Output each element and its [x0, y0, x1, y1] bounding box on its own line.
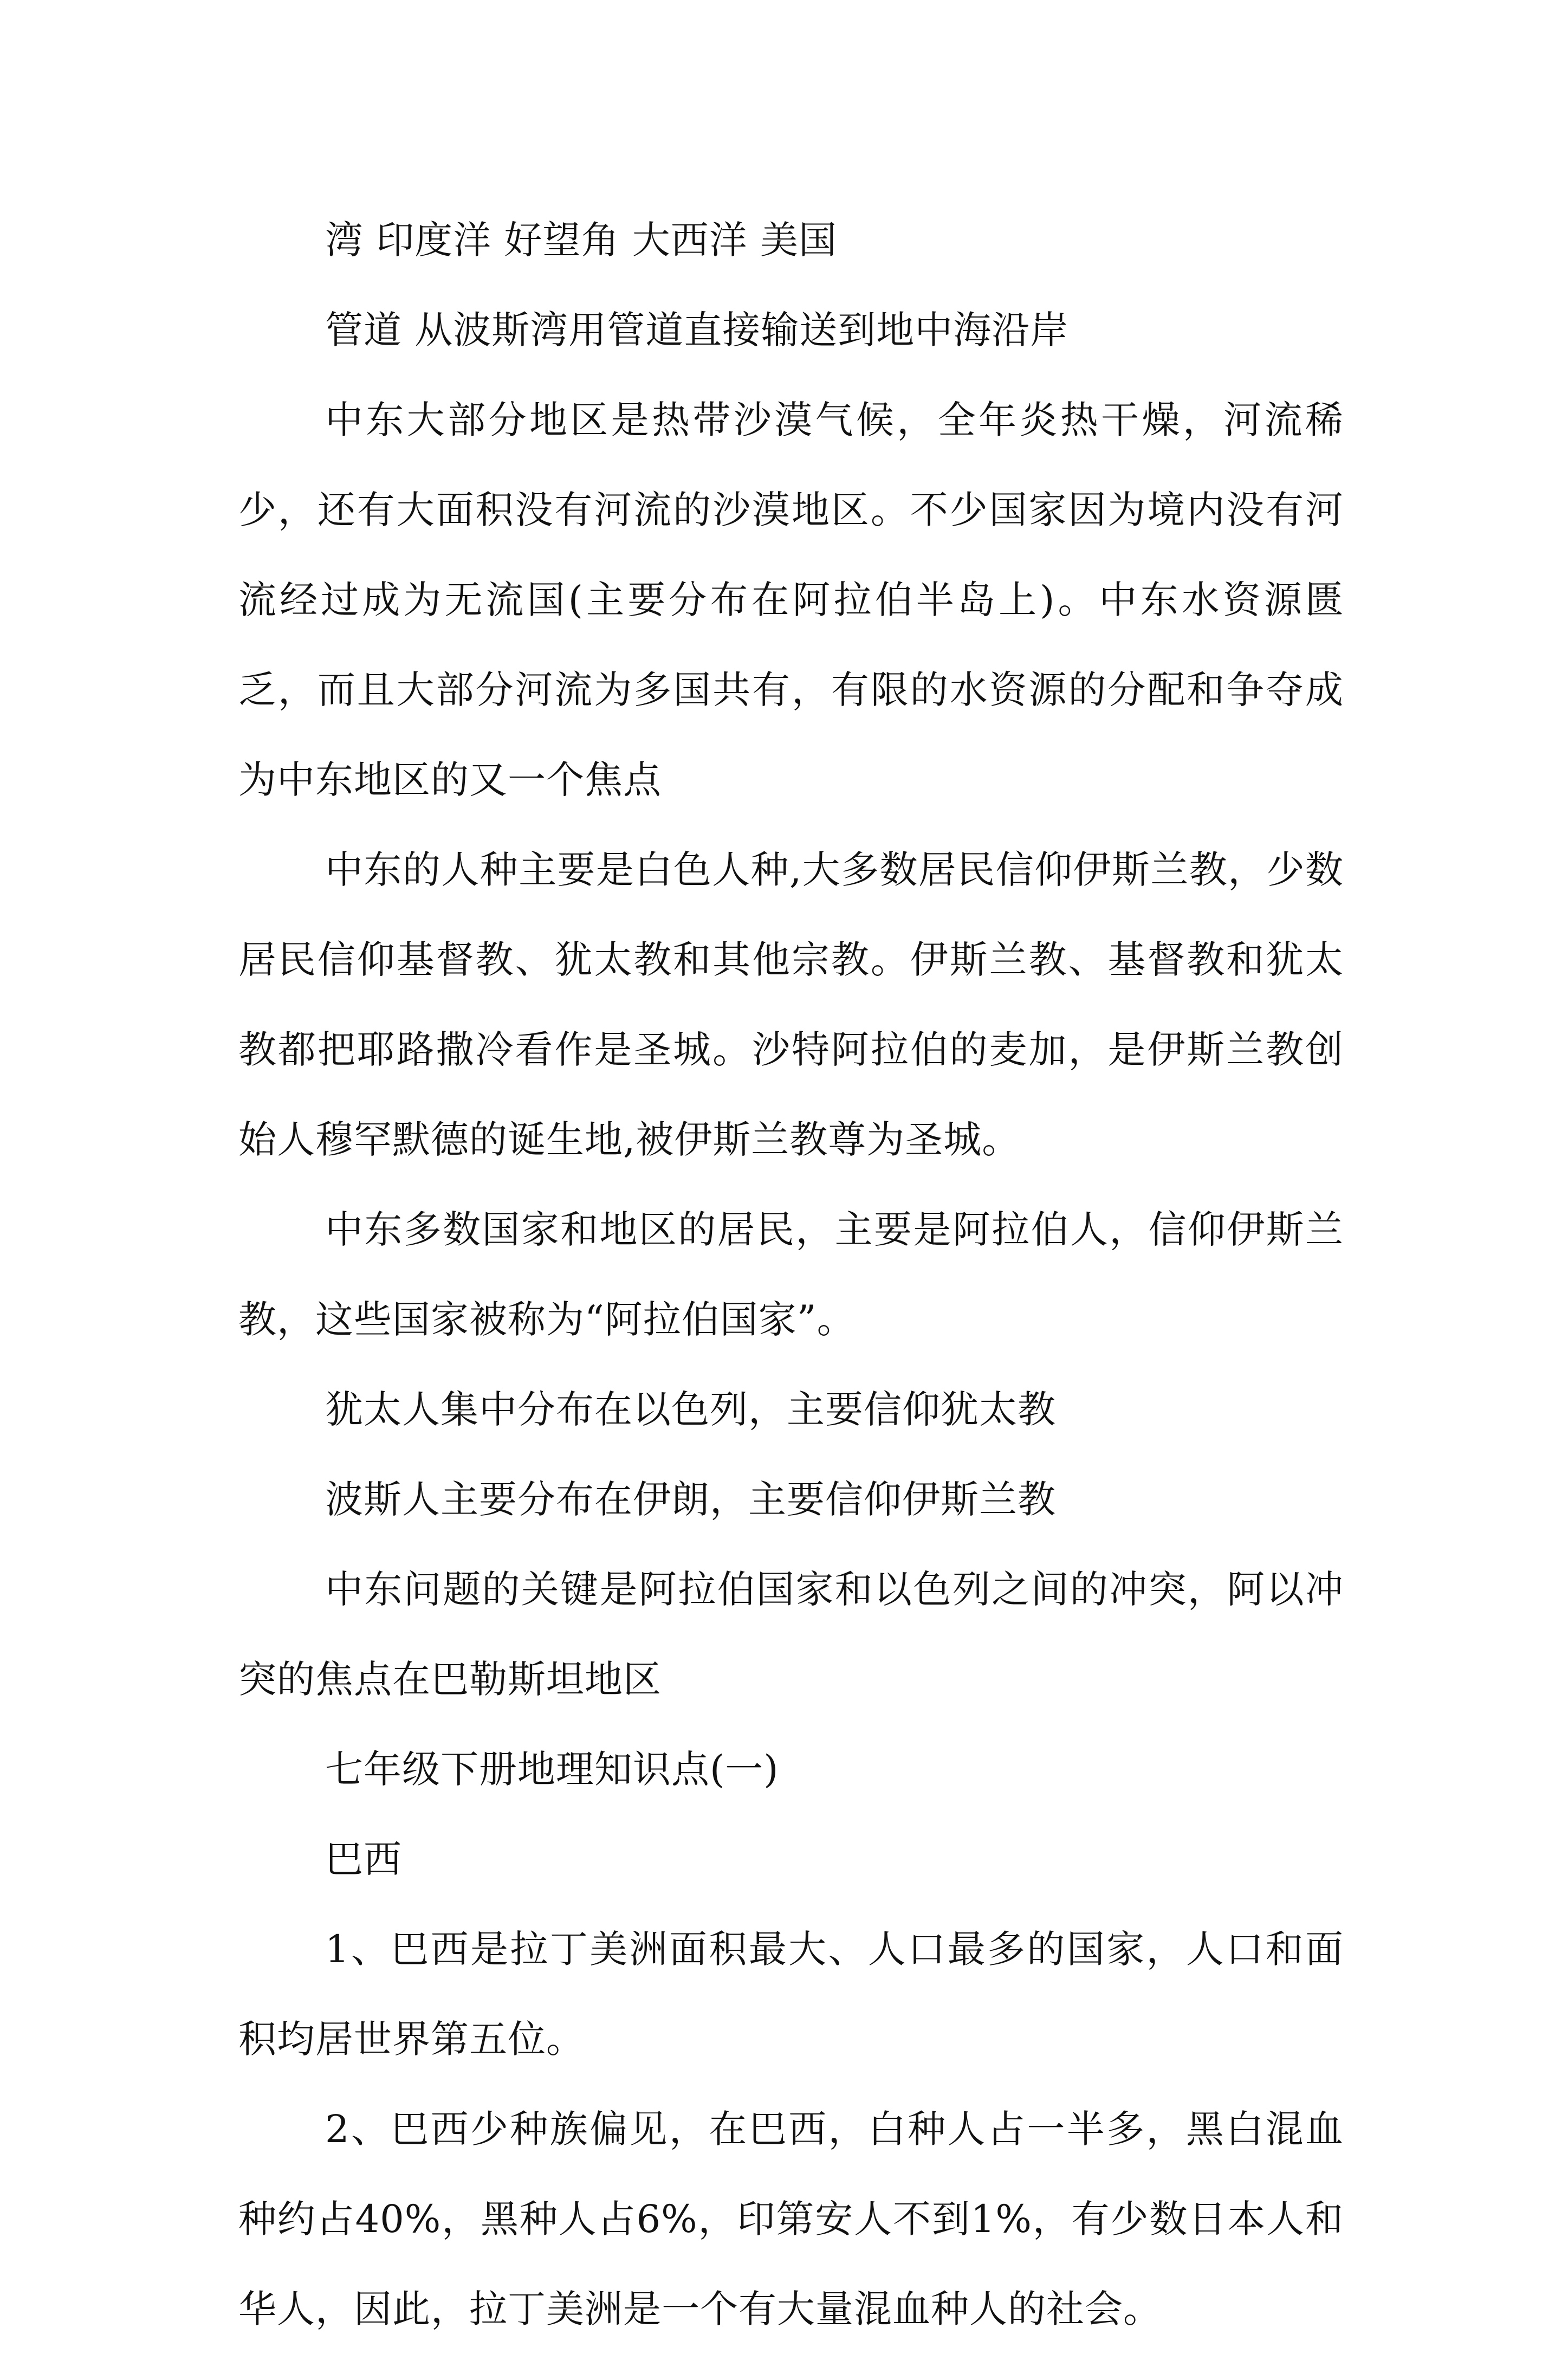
paragraph-brazil-area: 1、巴西是拉丁美洲面积最大、人口最多的国家，人口和面积均居世界第五位。: [238, 1927, 1344, 2061]
paragraph-pipeline: 管道 从波斯湾用管道直接输送到地中海沿岸: [325, 308, 1069, 352]
paragraph-persian: 波斯人主要分布在伊朗，主要信仰伊斯兰教: [325, 1477, 1056, 1522]
paragraph-list-continuation: 湾 印度洋 好望角 大西洋 美国: [325, 218, 838, 262]
paragraph-jewish: 犹太人集中分布在以色列，主要信仰犹太教: [325, 1387, 1056, 1432]
paragraph-climate-water: 中东大部分地区是热带沙漠气候，全年炎热干燥，河流稀少，还有大面积没有河流的沙漠地区。不少国家因为境内没有河流经过成为无流国(主要分布在阿拉伯半岛上)。中东水资源匮乏，而且大部分河流为多国共有，有限的水资源的分配和争夺成为中东地区的又一个焦点: [238, 398, 1344, 802]
subsection-heading-brazil: 巴西: [325, 1837, 402, 1881]
paragraph-race-religion: 中东的人种主要是白色人种,大多数居民信仰伊斯兰教，少数居民信仰基督教、犹太教和其他宗教。伊斯兰教、基督教和犹太教都把耶路撒冷看作是圣城。沙特阿拉伯的麦加，是伊斯兰教创始人穆罕默德的诞生地,被伊斯兰教尊为圣城。: [238, 848, 1344, 1162]
document-body: [238, 195, 1344, 2354]
section-heading: 七年级下册地理知识点(一): [325, 1747, 779, 1792]
paragraph-conflict: 中东问题的关键是阿拉伯国家和以色列之间的冲突，阿以冲突的焦点在巴勒斯坦地区: [238, 1567, 1344, 1702]
paragraph-brazil-ethnicity: 2、巴西少种族偏见，在巴西，白种人占一半多，黑白混血种约占40%，黑种人占6%，印第安人不到1%，有少数日本人和华人，因此，拉丁美洲是一个有大量混血种人的社会。: [238, 2107, 1344, 2331]
paragraph-arab-countries: 中东多数国家和地区的居民，主要是阿拉伯人，信仰伊斯兰教，这些国家被称为“阿拉伯国家”。: [238, 1207, 1344, 1342]
